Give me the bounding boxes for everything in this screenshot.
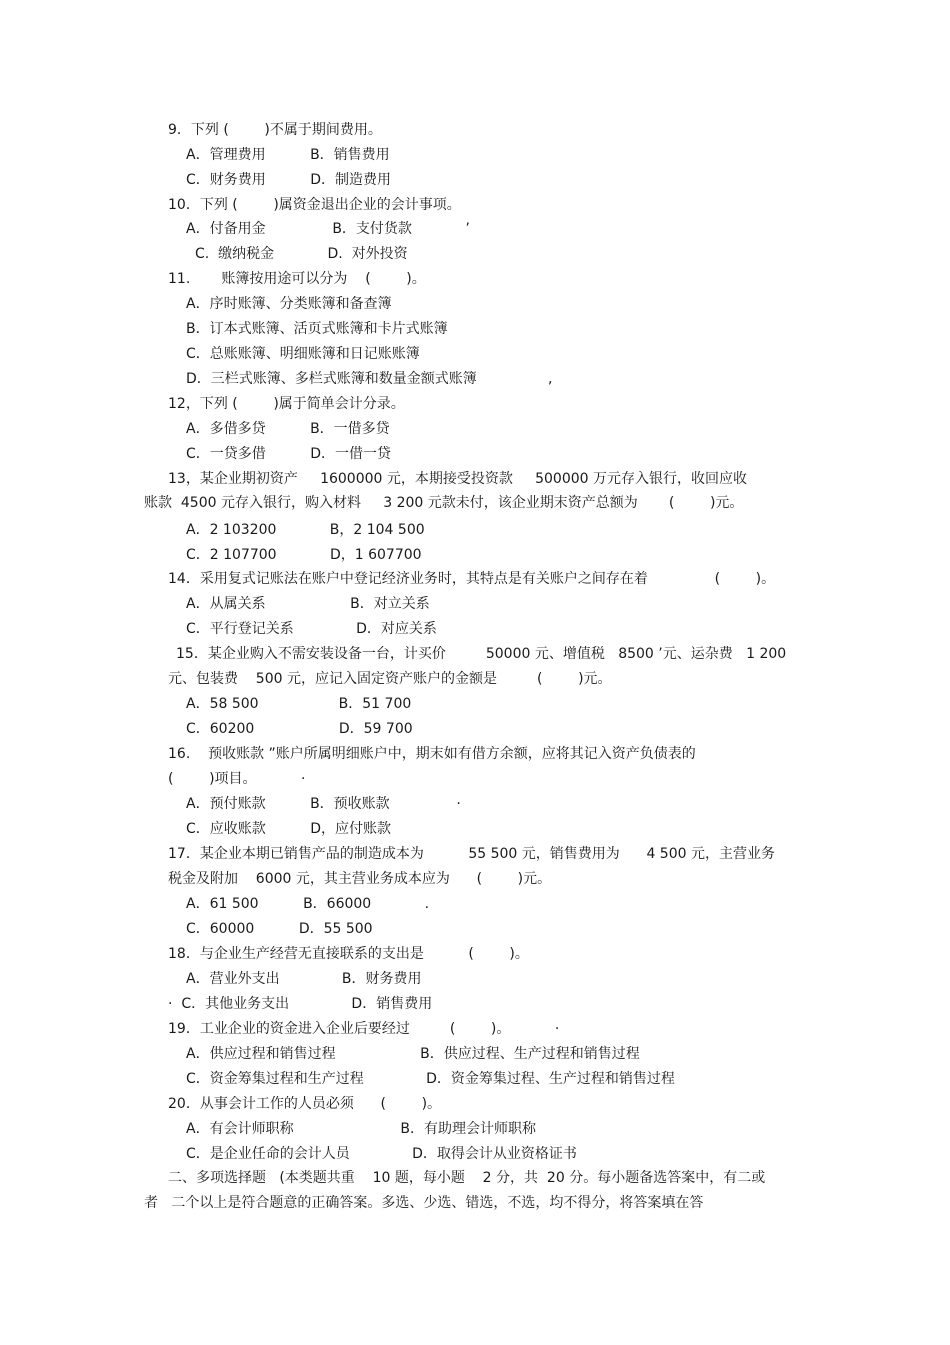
option-line: A．供应过程和销售过程 B．供应过程、生产过程和销售过程: [186, 1046, 640, 1062]
option-line: C．一贷多借 D．一借一贷: [186, 446, 392, 462]
option-line: C．60000 D．55 500: [186, 921, 373, 937]
option-line: A．多借多贷 B．一借多贷: [186, 421, 390, 437]
question-19: 19．工业企业的资金进入企业后要经过 ( )。 ·: [168, 1021, 560, 1037]
option-line: C. 缴纳税金 D. 对外投资: [195, 246, 408, 262]
option-line: C．平行登记关系 D．对应关系: [186, 621, 437, 637]
question-12: 12，下列 ( )属于简单会计分录。: [168, 396, 405, 412]
question-14: 14．采用复式记账法在账户中登记经济业务时，其特点是有关账户之间存在着 ( )。: [168, 571, 776, 587]
question-17: 17．某企业本期已销售产品的制造成本为 55 500 元，销售费用为 4 500 元，主营业务: [168, 846, 775, 862]
option-line: C．资金筹集过程和生产过程 D．资金筹集过程、生产过程和销售过程: [186, 1071, 675, 1087]
option-line: · C．其他业务支出 D．销售费用: [168, 996, 433, 1012]
option-line: A．管理费用 B．销售费用: [186, 147, 390, 163]
option-line: C．应收账款 D，应付账款: [186, 821, 392, 837]
option-line: A．营业外支出 B．财务费用: [186, 971, 422, 987]
question-16: 16. 预收账款 ”账户所属明细账户中，期末如有借方余额，应将其记入资产负债表的: [168, 746, 696, 762]
section-heading: 二、多项选择题 (本类题共重 10 题，每小题 2 分，共 20 分。每小题备选答案中，有二或: [168, 1170, 766, 1186]
question-10: 10．下列 ( )属资金退出企业的会计事项。: [168, 197, 461, 213]
option-line: A．2 103200 B，2 104 500: [186, 522, 425, 538]
question-13: 13，某企业期初资产 1600000 元，本期接受投资款 500000 万元存入银行，收回应收: [168, 471, 748, 487]
option-line: A．61 500 B．66000 .: [186, 896, 430, 912]
question-16-continued: ( )项目。 ·: [168, 771, 306, 787]
question-11: 11. 账簿按用途可以分为 ( )。: [168, 271, 426, 287]
question-13-continued: 账款 4500 元存入银行，购入材料 3 200 元款未付，该企业期末资产总额为 ( )元。: [144, 495, 744, 511]
question-18: 18．与企业生产经营无直接联系的支出是 ( )。: [168, 946, 529, 962]
option-line: C．财务费用 D．制造费用: [186, 172, 392, 188]
option-line: A．预付账款 B．预收账款 ·: [186, 796, 461, 812]
option-line: C．是企业任命的会计人员 D．取得会计从业资格证书: [186, 1146, 577, 1162]
option-line: C．60200 D．59 700: [186, 721, 413, 737]
option-line: A．序时账簿、分类账簿和备查簿: [186, 296, 392, 312]
option-line: A．58 500 B．51 700: [186, 696, 412, 712]
question-20: 20．从事会计工作的人员必须 ( )。: [168, 1096, 442, 1112]
section-instructions: 者 二个以上是符合题意的正确答案。多选、少选、错选，不选，均不得分，将答案填在答: [144, 1195, 704, 1211]
option-line: A．有会计师职称 B．有助理会计师职称: [186, 1121, 536, 1137]
option-line: A．从属关系 B．对立关系: [186, 596, 430, 612]
option-line: B．订本式账簿、活页式账簿和卡片式账簿: [186, 321, 448, 337]
question-15: 15．某企业购入不需安装设备一台，计买价 50000 元、增值税 8500 ’元、运杂费 1 200: [176, 646, 787, 662]
option-line: C．2 107700 D，1 607700: [186, 547, 422, 563]
option-line: C．总账账簿、明细账簿和日记账账簿: [186, 346, 420, 362]
question-9: 9．下列 ( )不属于期间费用。: [168, 122, 382, 138]
question-17-continued: 税金及附加 6000 元，其主营业务成本应为 ( )元。: [168, 871, 552, 887]
option-line: D．三栏式账簿、多栏式账簿和数量金额式账簿 ,: [186, 371, 553, 387]
question-15-continued: 元、包装费 500 元，应记入固定资产账户的金额是 ( )元。: [168, 671, 612, 687]
option-line: A．付备用金 B．支付货款 ’: [186, 221, 470, 237]
